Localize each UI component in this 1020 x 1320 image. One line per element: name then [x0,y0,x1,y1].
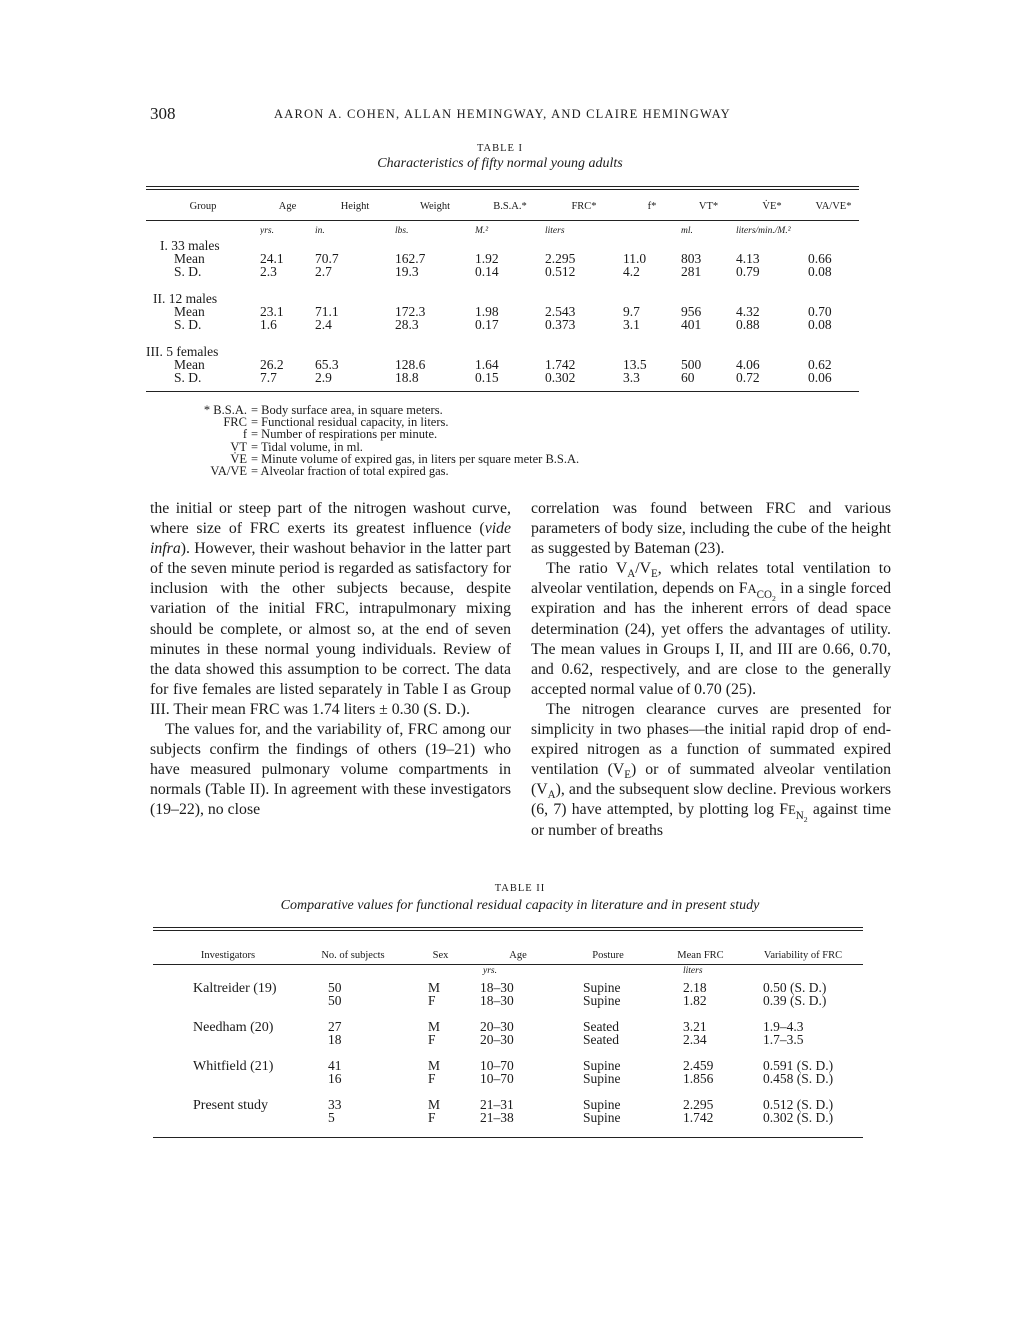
table1-unit [808,225,859,238]
table2-bottom-rule [153,1137,863,1138]
table2-cell: F [428,1032,436,1047]
table1-row-label: S. D. [174,264,202,279]
table2-top-rule-2 [153,930,863,931]
table2-cell: Supine [583,1097,621,1112]
table1-cell: 128.6 [395,357,426,372]
table2-cell: 0.512 (S. D.) [763,1097,834,1112]
table1-cell: 4.13 [736,251,760,266]
table2-cell: 0.50 (S. D.) [763,980,827,995]
table1-units-row [146,225,859,238]
table1-cell: 0.62 [808,357,832,372]
table1-cell: 18.8 [395,370,419,385]
table2-investigator: Kaltreider (19) [193,981,277,996]
right-column [531,499,891,841]
table1-header: VA/VE* [815,200,852,212]
table1-cell: 0.512 [545,264,576,279]
table1-group-label: I. 33 males [160,238,220,253]
table2-cell: 20–30 [480,1032,514,1047]
table1-header: B.S.A.* [493,200,527,212]
table1-label: TABLE I [476,143,524,154]
footnote-key: VT [230,439,247,454]
table2-cell: 33 [328,1097,342,1112]
table1-cell: 803 [681,251,702,266]
table1-unit: liters/min./M.² [736,226,791,236]
table1-cell: 1.64 [475,357,499,372]
table2-cell: 18–30 [480,980,514,995]
table1-unit: liters [545,226,565,236]
table1-unit: lbs. [395,226,409,236]
table1-cell: 13.5 [623,357,647,372]
table2-header: Posture [592,950,624,961]
table2-cell: 41 [328,1058,342,1073]
table1-group-label: II. 12 males [153,291,218,306]
table1-cell: 3.1 [623,317,640,332]
table2-header-rule [153,964,863,965]
table1-units-row [146,216,859,225]
table1-cell: 2.9 [315,370,332,385]
table1 [146,196,859,238]
table1-cell: 0.08 [808,264,832,279]
table1-cell: 0.08 [808,317,832,332]
table1-cell: 2.7 [315,264,332,279]
table1-cell: 1.742 [545,357,576,372]
table2-cell: Supine [583,1110,621,1125]
table2-cell: 1.856 [683,1071,714,1086]
table2-cell: 10–70 [480,1071,514,1086]
table2-cell: 21–31 [480,1097,514,1112]
table1-cell: 500 [681,357,702,372]
table1-row-label: Mean [174,304,205,319]
table2-cell: Supine [583,1071,621,1086]
table1-cell: 172.3 [395,304,426,319]
table2-header: Sex [432,950,449,961]
table1-cell: 2.3 [260,264,277,279]
table1-cell: 0.72 [736,370,760,385]
table1-cell: 11.0 [623,251,647,266]
table2-cell: 16 [328,1071,342,1086]
table1-header: Group [189,200,217,212]
table1-cell: 281 [681,264,702,279]
table1-header-row [146,196,859,216]
table2-cell: 21–38 [480,1110,514,1125]
footnote-text: = Tidal volume, in ml. [251,439,363,454]
table1-cell: 60 [681,370,695,385]
table1-unit [146,225,260,238]
table2-cell: 20–30 [480,1019,514,1034]
right-paragraph-2: The ratio $V_A/V_E$, which relates total ventilation to alveolar ventilation, depends on $FA_{CO_2}$ in a single forced expiration and has the inherent errors of dead space determination (24), yet offers the advantages of utility. The mean values in Groups I, II, and III are 0.66, 0.70, and 0.62, respectively, and are close to the generally accepted normal value of 0.70 (25). [531,560,891,698]
table2-caption [250,883,790,914]
table1-cell: 0.15 [475,370,499,385]
table1-cell: 0.302 [545,370,576,385]
table2-cell: 27 [328,1019,342,1034]
table2-cell: F [428,1110,436,1125]
table1-header: V̇E* [762,200,782,212]
table1-cell: 0.79 [736,264,760,279]
right-paragraph-1: correlation was found between FRC and various parameters of body size, including the cube of the height as suggested by Bateman (23). [531,500,891,558]
right-paragraph-3: The nitrogen clearance curves are presented for simplicity in two phases—the initial rapid drop of end-expired nitrogen as a function of summated expired ventilation $(V_E)$ or of summated alveolar ventilation $(V_A)$, and the subsequent slow decline. Previous workers (6, 7) have attempted, by plotting $\log FE_{N_2}$ against time or number of breaths [531,700,891,839]
table1-cell: 2.543 [545,304,576,319]
table1-cell: 1.92 [475,251,499,266]
table2-investigator: Needham (20) [193,1020,274,1035]
table2-cell: Supine [583,993,621,1008]
table1-cell: 65.3 [315,357,339,372]
table1-cell: 0.88 [736,317,760,332]
table2-cell: F [428,1071,436,1086]
table1-unit: in. [315,226,325,236]
table1-header: FRC* [571,200,597,212]
table1-header: Weight [419,200,451,212]
table2-investigator: Whitfield (21) [193,1059,274,1074]
table2-label: TABLE II [494,883,546,894]
running-head: AARON A. COHEN, ALLAN HEMINGWAY, AND CLAIRE HEMINGWAY [274,107,731,121]
page-number: 308 [150,104,176,123]
footnote-row [162,428,579,440]
table2-cell: 0.458 (S. D.) [763,1071,834,1086]
table2-cell: 50 [328,993,342,1008]
table2-cell: F [428,993,436,1008]
table1-cell: 3.3 [623,370,640,385]
table1-unit: M.² [475,226,489,236]
table1-caption [300,143,700,172]
table2-cell: M [428,980,441,995]
table2-cell: 0.591 (S. D.) [763,1058,834,1073]
table1-unit: ml. [681,226,693,236]
table1-cell: 28.3 [395,317,419,332]
footnote-text: = Minute volume of expired gas, in liters per square meter B.S.A. [251,451,580,466]
table2-cell: M [428,1058,441,1073]
table1-cell: 24.1 [260,251,284,266]
table1-cell: 0.66 [808,251,832,266]
table2-cell: 0.302 (S. D.) [763,1110,834,1125]
table1-header: Height [340,200,370,212]
left-column [150,499,511,821]
table2-header: Mean FRC [677,950,724,961]
table2-unit: liters [683,966,703,976]
table2-cell: 2.18 [683,980,707,995]
footnote-row [162,465,579,477]
table1-cell: 162.7 [395,251,426,266]
table1-title: Characteristics of fifty normal young adults [377,156,623,171]
table1-cell: 1.6 [260,317,277,332]
footnote-row [162,441,579,453]
left-paragraph-2: The values for, and the variability of, FRC among our subjects confirm the findings of others (19–21) who have measured pulmonary volume compartments in normals (Table II). In agreement with these investigators (19–22), no close [150,721,511,819]
table1-cell: 956 [681,304,702,319]
table1-top-rule-2 [146,189,859,190]
table2-cell: 0.39 (S. D.) [763,993,827,1008]
table1-row-label: Mean [174,251,205,266]
table2-cell: Seated [583,1019,619,1034]
table1-group-label: III. 5 females [146,344,219,359]
table1-cell: 23.1 [260,304,284,319]
table2-cell: M [428,1097,441,1112]
table1-header: VT* [698,200,719,212]
table2-cell: Seated [583,1032,619,1047]
table1-top-rule [146,186,859,187]
table2-cell: 18–30 [480,993,514,1008]
table1-cell: 0.14 [475,264,499,279]
table2-head [153,933,863,961]
table2-cell: 10–70 [480,1058,514,1073]
footnote-key: V̇E [230,451,247,466]
table2-top-rule [153,927,863,928]
page-header [150,104,890,128]
table1-header: f* [647,200,657,212]
table2-cell: 2.459 [683,1058,714,1073]
table2-cell: 1.82 [683,993,707,1008]
table1-cell: 26.2 [260,357,284,372]
table2-header: Variability of FRC [763,950,843,961]
table2-cell: 50 [328,980,342,995]
table2-header-row [153,933,863,961]
table2-cell: 2.34 [683,1032,707,1047]
table2-cell: Supine [583,1058,621,1073]
table1-header: Age [278,200,297,212]
table1-unit [623,225,681,238]
table2-cell: 18 [328,1032,342,1047]
table1-row-label: Mean [174,357,205,372]
footnote-key: VA/VE [210,464,247,479]
table1-cell: 0.373 [545,317,576,332]
table1-cell: 4.2 [623,264,640,279]
table1-cell: 4.32 [736,304,760,319]
table2-unit: yrs. [483,966,497,976]
footnote-key: f [242,427,247,442]
footnote-key: * B.S.A. [203,403,247,417]
table1-cell: 0.06 [808,370,832,385]
table1-cell: 7.7 [260,370,277,385]
table1-cell: 1.98 [475,304,499,319]
table2-cell: 3.21 [683,1019,707,1034]
table1-cell: 2.295 [545,251,576,266]
table1-cell: 2.4 [315,317,332,332]
table2-header: Investigators [200,950,256,961]
table2-cell: 5 [328,1110,335,1125]
table1-cell: 401 [681,317,702,332]
table1-cell: 71.1 [315,304,339,319]
footnote-text: = Alveolar fraction of total expired gas. [251,464,449,479]
table1-bottom-rule [146,391,859,392]
table1-cell: 70.7 [315,251,339,266]
table2-investigator: Present study [193,1098,269,1113]
table2-cell: 2.295 [683,1097,714,1112]
table2-cell: Supine [583,980,621,995]
table1-cell: 0.17 [475,317,499,332]
table2-cell: 1.9–4.3 [763,1019,804,1034]
table2-header: Age [509,950,527,961]
table1-row-label: S. D. [174,370,202,385]
footnote-text: = Functional residual capacity, in liters. [251,415,449,430]
table1-unit: yrs. [260,226,274,236]
table1-cell: 9.7 [623,304,640,319]
footnote-text: = Number of respirations per minute. [251,427,438,442]
table2-title: Comparative values for functional residual capacity in literature and in present study [280,898,760,913]
table1-cell: 19.3 [395,264,419,279]
footnote-key: FRC [223,415,247,430]
table2-cell: 1.742 [683,1110,714,1125]
table2-cell: 1.7–3.5 [763,1032,804,1047]
table1-cell: 4.06 [736,357,760,372]
table2-header: No. of subjects [321,950,385,961]
table1-footnotes [162,404,579,477]
left-paragraph-1: the initial or steep part of the nitrogen washout curve, where size of FRC exerts its greatest influence (vide infra). However, their washout behavior in the latter part of the seven minute period is regarded as satisfactory for inclusion with the other subjects because, despite variation of the initial FRC, intrapulmonary mixing should be complete, or almost so, at the end of seven minutes in these normal young individuals. Review of the data showed this assumption to be correct. The data for five females are listed separately in Table I as Group III. Their mean FRC was 1.74 liters ± 0.30 (S. D.). [150,500,511,718]
table2-cell: M [428,1019,441,1034]
table1-row-label: S. D. [174,317,202,332]
table1-cell: 0.70 [808,304,832,319]
footnote-text: = Body surface area, in square meters. [251,403,443,417]
